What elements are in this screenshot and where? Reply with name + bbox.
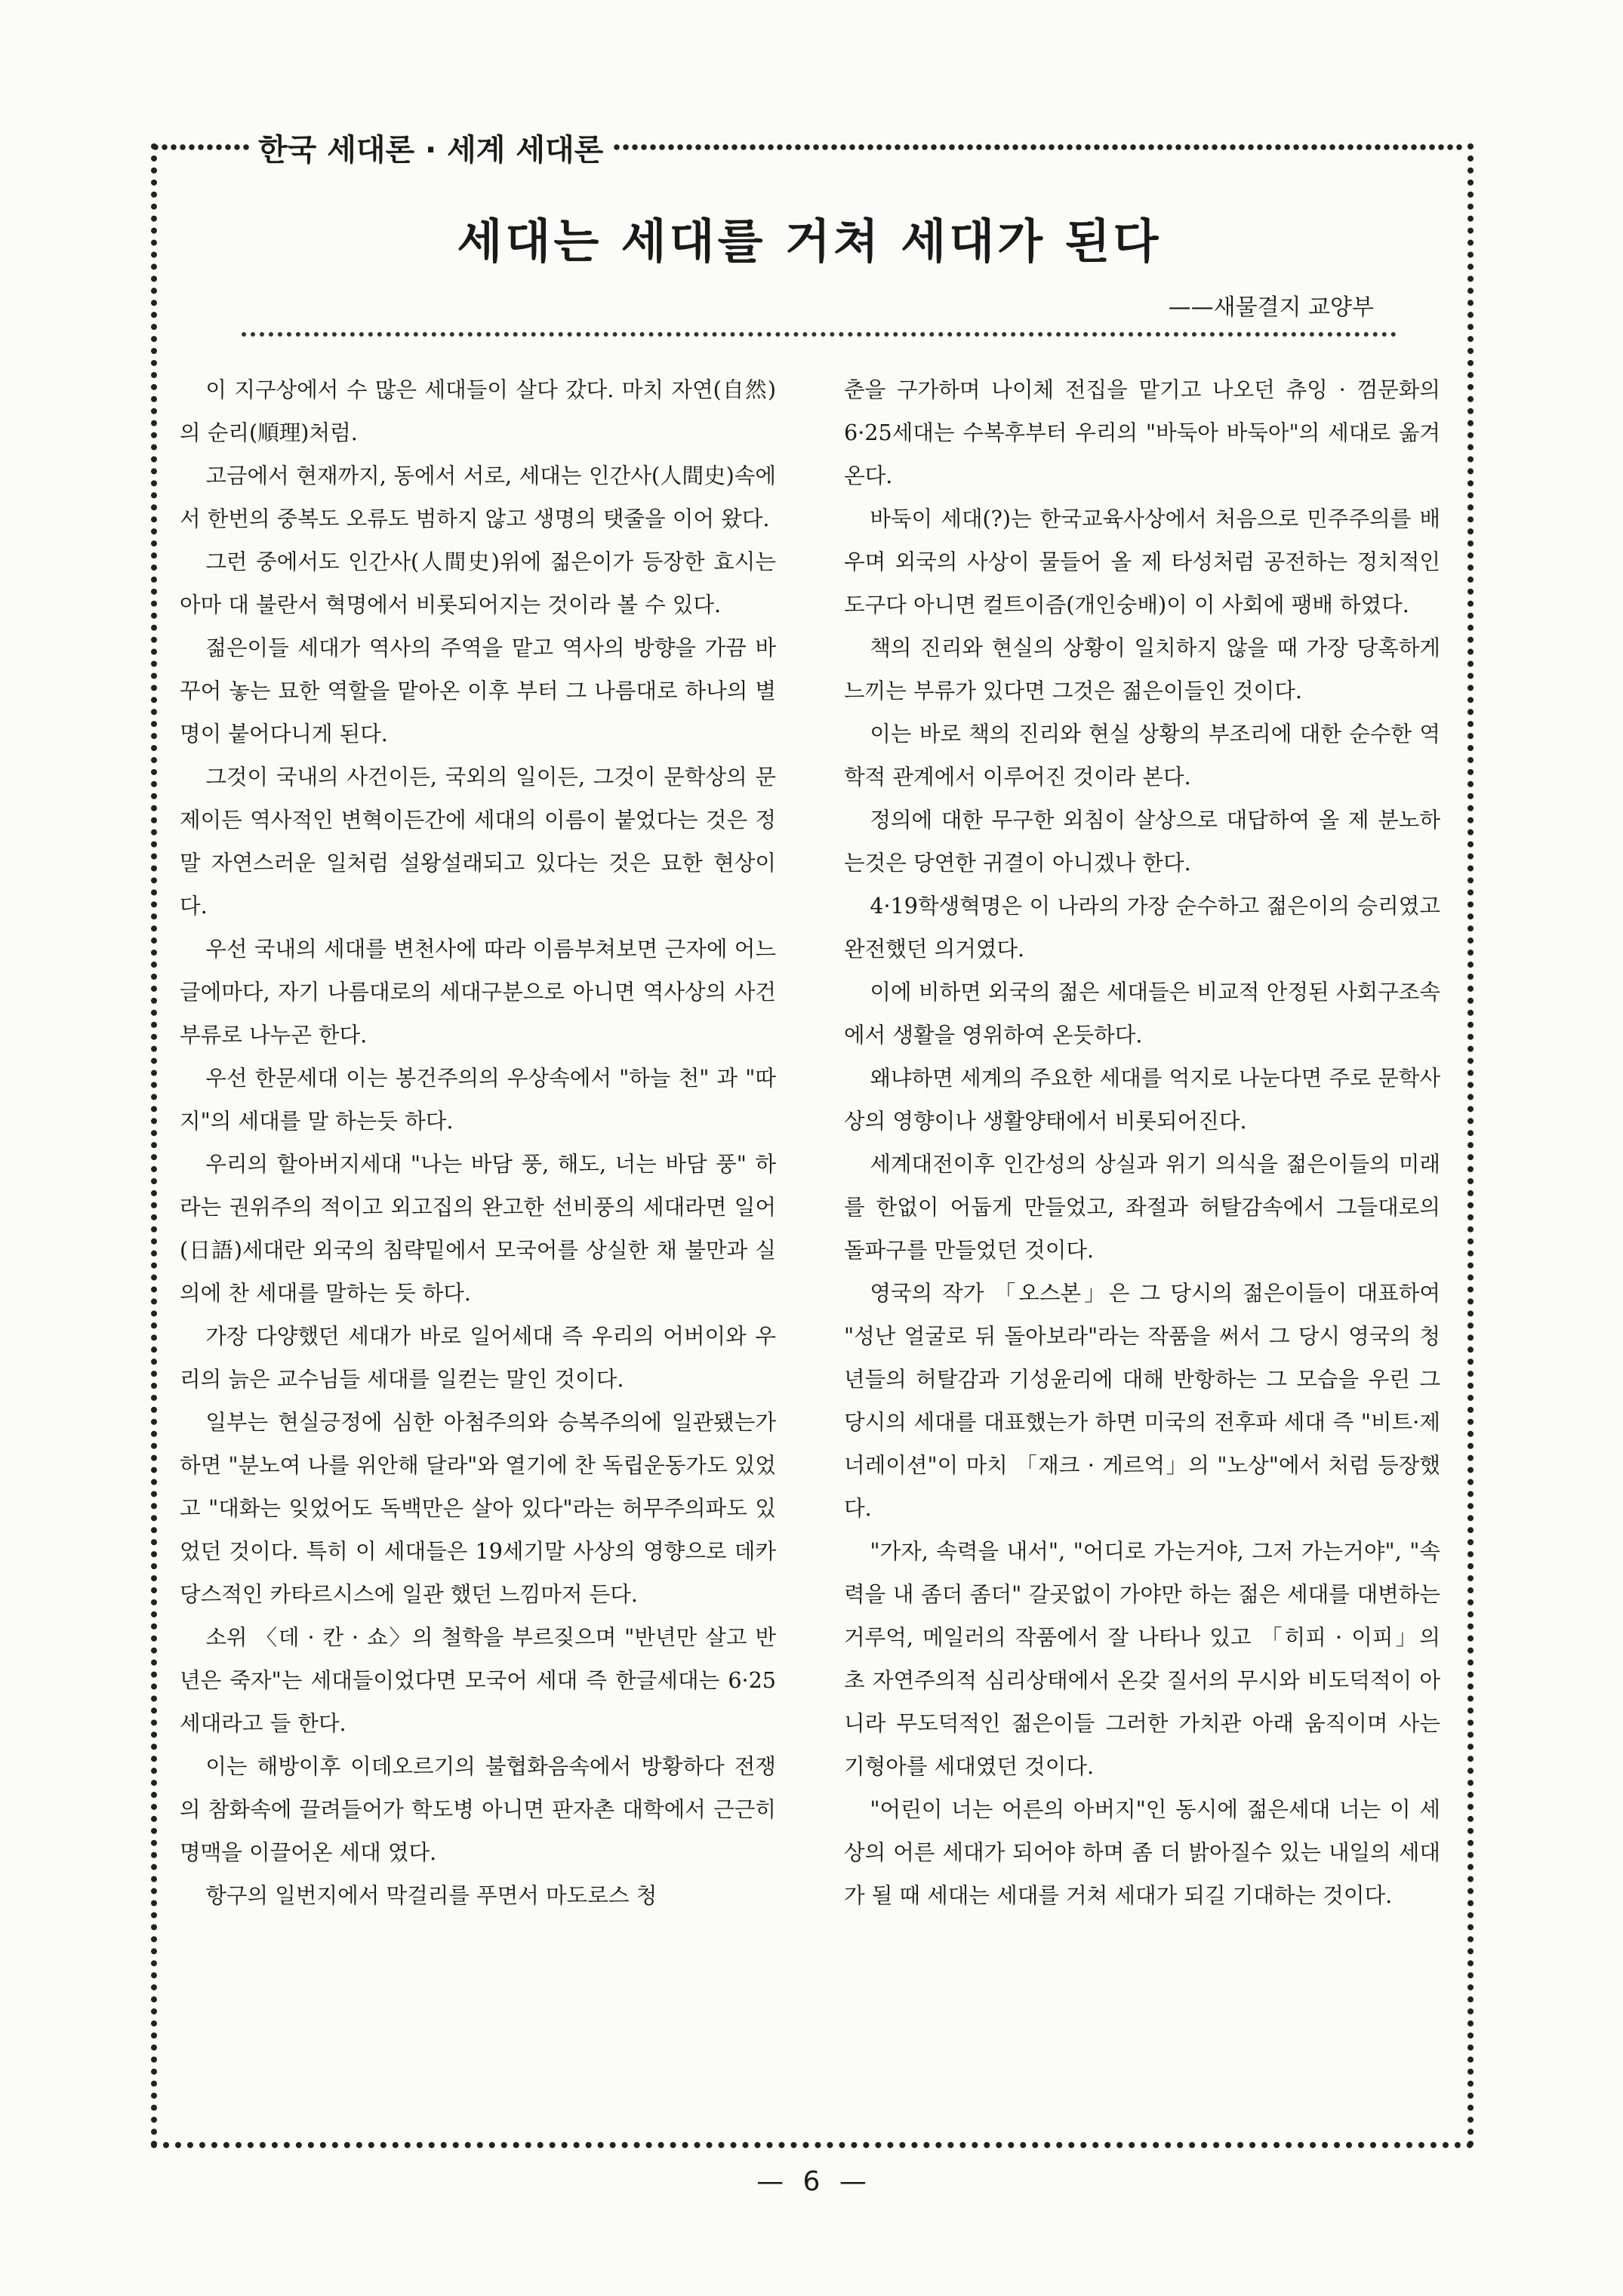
- dotted-ornament-right: [612, 142, 1464, 152]
- paragraph: 4·19학생혁명은 이 나라의 가장 순수하고 젊은이의 승리였고 완전했던 의거였다.: [844, 893, 1440, 962]
- paragraph: 우선 국내의 세대를 변천사에 따라 이름부쳐보면 근자에 어느 글에마다, 자기 나름대로의 세대구분으로 아니면 역사상의 사건부류로 나누곤 한다.: [180, 936, 776, 1048]
- paragraph: 소위 〈데 · 칸 · 쇼〉의 철학을 부르짖으며 "반년만 살고 반년은 죽자"는 세대들이었다면 모국어 세대 즉 한글세대는 6·25세대라고 들 한다.: [180, 1624, 776, 1736]
- article-byline: ——새물결지 교양부: [1168, 294, 1374, 321]
- paragraph: 우선 한문세대 이는 봉건주의의 우상속에서 "하늘 천" 과 "따지"의 세대를 말 하는듯 하다.: [180, 1065, 776, 1134]
- section-label: 한국 세대론 · 세계 세대론: [258, 132, 604, 168]
- left-column: [180, 368, 776, 1917]
- paragraph: 우리의 할아버지세대 "나는 바담 풍, 해도, 너는 바담 풍" 하라는 권위주의 적이고 외고집의 완고한 선비풍의 세대라면 일어(日語)세대란 외국의 침략밑에서 모국어를 상실한 채 불만과 실의에 찬 세대를 말하는 듯 하다.: [180, 1151, 776, 1306]
- paragraph: "어린이 너는 어른의 아버지"인 동시에 젊은세대 너는 이 세상의 어른 세대가 되어야 하며 좀 더 밝아질수 있는 내일의 세대가 될 때 세대는 세대를 거쳐 세대가 되길 기대하는 것이다.: [844, 1796, 1440, 1908]
- paragraph: 젊은이들 세대가 역사의 주역을 맡고 역사의 방향을 가끔 바꾸어 놓는 묘한 역할을 맡아온 이후 부터 그 나름대로 하나의 별명이 붙어다니게 된다.: [180, 635, 776, 746]
- paragraph: 이는 해방이후 이데오르기의 불협화음속에서 방황하다 전쟁의 참화속에 끌려들어가 학도병 아니면 판자촌 대학에서 근근히 명맥을 이끌어온 세대 였다.: [180, 1753, 776, 1865]
- paragraph: 이 지구상에서 수 많은 세대들이 살다 갔다. 마치 자연(自然)의 순리(順理)처럼.: [180, 377, 776, 445]
- paragraph: 가장 다양했던 세대가 바로 일어세대 즉 우리의 어버이와 우리의 늙은 교수님들 세대를 일컫는 말인 것이다.: [180, 1323, 776, 1392]
- paragraph: 바둑이 세대(?)는 한국교육사상에서 처음으로 민주주의를 배우며 외국의 사상이 물들어 올 제 타성처럼 공전하는 정치적인 도구다 아니면 컬트이즘(개인숭배)이 이 사회에 팽배 하였다.: [844, 506, 1440, 617]
- paragraph: 책의 진리와 현실의 상황이 일치하지 않을 때 가장 당혹하게 느끼는 부류가 있다면 그것은 젊은이들인 것이다.: [844, 635, 1440, 703]
- article-title: 세대는 세대를 거쳐 세대가 된다: [457, 214, 1162, 269]
- paragraph: 일부는 현실긍정에 심한 아첨주의와 승복주의에 일관됐는가 하면 "분노여 나를 위안해 달라"와 열기에 찬 독립운동가도 있었고 "대화는 잊었어도 독백만은 살아 있다"라는 허무주의파도 있었던 것이다. 특히 이 세대들은 19세기말 사상의 영향으로 데카당스적인 카타르시스에 일관 했던 느낌마저 든다.: [180, 1409, 776, 1607]
- paragraph: 이는 바로 책의 진리와 현실 상황의 부조리에 대한 순수한 역학적 관계에서 이루어진 것이라 본다.: [844, 721, 1440, 789]
- paragraph: 그런 중에서도 인간사(人間史)위에 젊은이가 등장한 효시는 아마 대 불란서 혁명에서 비롯되어지는 것이라 볼 수 있다.: [180, 549, 776, 617]
- section-header: [151, 121, 1464, 174]
- paragraph: "가자, 속력을 내서", "어디로 가는거야, 그저 가는거야", "속력을 내 좀더 좀더" 갈곳없이 가야만 하는 젊은 세대를 대변하는 거루억, 메일러의 작품에서 잘 나타나 있고 「히피 · 이피」의 초 자연주의적 심리상태에서 온갖 질서의 무시와 비도덕적이 아니라 무도덕적인 젊은이들 그러한 가치관 아래 움직이며 사는 기형아를 세대였던 것이다.: [844, 1538, 1440, 1779]
- paragraph: 영국의 작가 「오스본」은 그 당시의 젊은이들이 대표하여 "성난 얼굴로 뒤 돌아보라"라는 작품을 써서 그 당시 영국의 청년들의 허탈감과 기성윤리에 대해 반항하는 그 모습을 우린 그 당시의 세대를 대표했는가 하면 미국의 전후파 세대 즉 "비트·제너레이션"이 마치 「재크 · 게르억」의 "노상"에서 처럼 등장했다.: [844, 1280, 1440, 1521]
- paragraph: 그것이 국내의 사건이든, 국외의 일이든, 그것이 문학상의 문제이든 역사적인 변혁이든간에 세대의 이름이 붙었다는 것은 정말 자연스러운 일처럼 설왕설래되고 있다는 것은 묘한 현상이다.: [180, 764, 776, 919]
- right-column: [844, 368, 1440, 1917]
- paragraph: 이에 비하면 외국의 젊은 세대들은 비교적 안정된 사회구조속에서 생활을 영위하여 온듯하다.: [844, 979, 1440, 1048]
- title-divider: [242, 332, 1397, 337]
- dotted-ornament-left: [151, 142, 249, 152]
- paragraph: 고금에서 현재까지, 동에서 서로, 세대는 인간사(人間史)속에서 한번의 중복도 오류도 범하지 않고 생명의 탯줄을 이어 왔다.: [180, 463, 776, 531]
- paragraph: 항구의 일번지에서 막걸리를 푸면서 마도로스 청: [205, 1882, 658, 1908]
- page-number: — 6 —: [756, 2166, 867, 2197]
- paragraph: 왜냐하면 세계의 주요한 세대를 억지로 나눈다면 주로 문학사상의 영향이나 생활양태에서 비롯되어진다.: [844, 1065, 1440, 1134]
- paragraph: 세계대전이후 인간성의 상실과 위기 의식을 젊은이들의 미래를 한없이 어둡게 만들었고, 좌절과 허탈감속에서 그들대로의 돌파구를 만들었던 것이다.: [844, 1151, 1440, 1263]
- paragraph-continuation: 춘을 구가하며 나이체 전집을 맡기고 나오던 츄잉 · 껌문화의 6·25세대는 수복후부터 우리의 "바둑아 바둑아"의 세대로 옮겨 온다.: [844, 377, 1440, 488]
- paragraph: 정의에 대한 무구한 외침이 살상으로 대답하여 올 제 분노하는것은 당연한 귀결이 아니겠나 한다.: [844, 807, 1440, 876]
